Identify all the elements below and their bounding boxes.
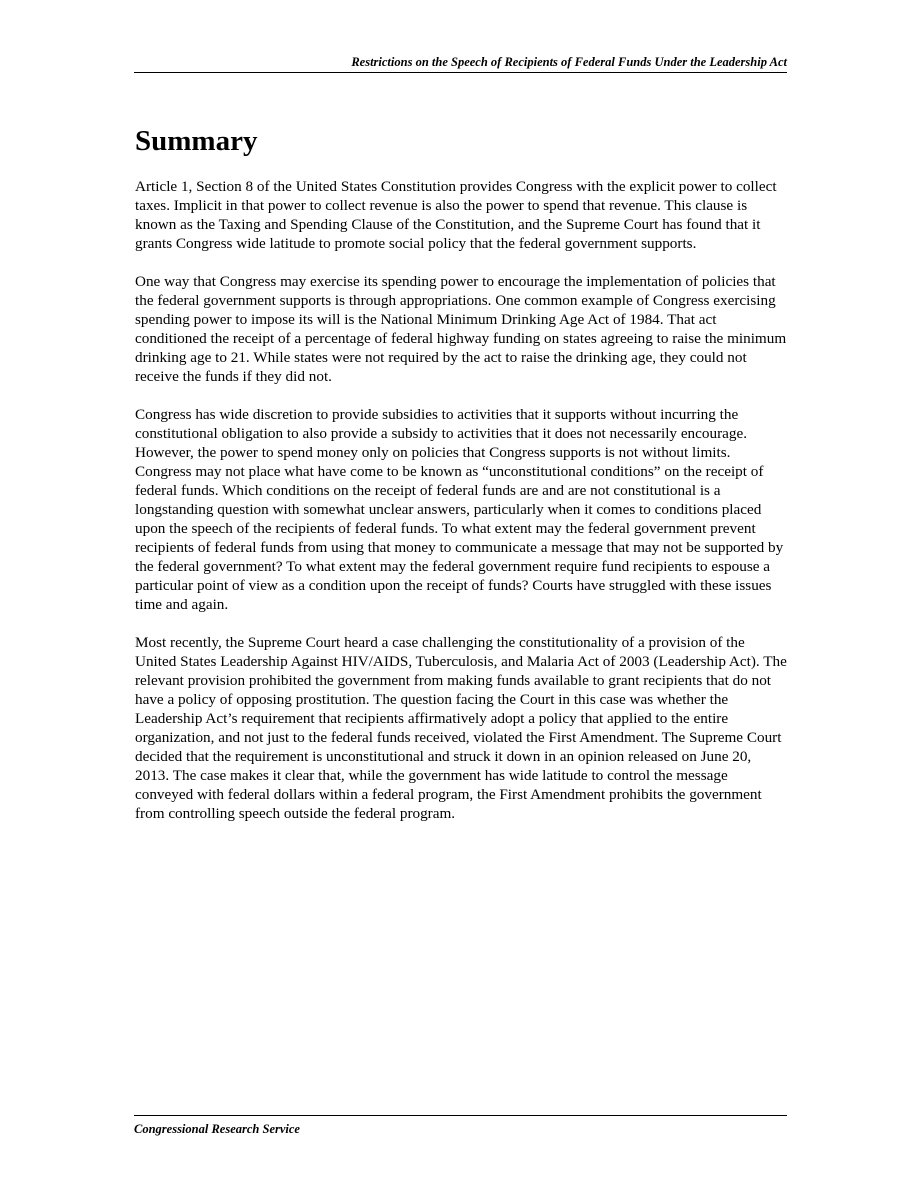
- page-title: Summary: [135, 125, 258, 157]
- paragraph-taxing-spending-clause: Article 1, Section 8 of the United States Constitution provides Congress with the explicit power to collect taxes. Implicit in that power to collect revenue is also the power to spend that revenue. This clause is known as the Taxing and Spending Clause of the Constitution, and the Supreme Court has found that it grants Congress wide latitude to promote social policy that the federal government supports.: [135, 178, 777, 252]
- running-footer: Congressional Research Service: [134, 1115, 787, 1138]
- running-header: Restrictions on the Speech of Recipients of Federal Funds Under the Leadership Act: [134, 52, 787, 73]
- paragraph-appropriations: One way that Congress may exercise its spending power to encourage the implementation of policies that the federal government supports is through appropriations. One common example of Congress exercising spending power to impose its will is the National Minimum Drinking Age Act of 1984. That act conditioned the receipt of a percentage of federal highway funding on states agreeing to raise the minimum drinking age to 21. While states were not required by the act to raise the drinking age, they could not receive the funds if they did not.: [135, 273, 787, 385]
- summary-body: [135, 177, 788, 842]
- paragraph-leadership-act-case: Most recently, the Supreme Court heard a case challenging the constitutionality of a provision of the United States Leadership Against HIV/AIDS, Tuberculosis, and Malaria Act of 2003 (Leadership Act). The relevant provision prohibited the government from making funds available to grant recipients that do not have a policy of opposing prostitution. The question facing the Court in this case was whether the Leadership Act’s requirement that recipients affirmatively adopt a policy that applied to the entire organization, and not just to the federal funds received, violated the First Amendment. The Supreme Court decided that the requirement is unconstitutional and struck it down in an opinion released on June 20, 2013. The case makes it clear that, while the government has wide latitude to control the message conveyed with federal dollars within a federal program, the First Amendment prohibits the government from controlling speech outside the federal program.: [135, 634, 787, 822]
- paragraph-unconstitutional-conditions: Congress has wide discretion to provide subsidies to activities that it supports without incurring the constitutional obligation to also provide a subsidy to activities that it does not necessarily encourage. However, the power to spend money only on policies that Congress supports is not without limits. Congress may not place what have come to be known as “unconstitutional conditions” on the receipt of federal funds. Which conditions on the receipt of federal funds are and are not constitutional is a longstanding question with somewhat unclear answers, particularly when it comes to conditions placed upon the speech of the recipients of federal funds. To what extent may the federal government prevent recipients of federal funds from using that money to communicate a message that may not be supported by the federal government? To what extent may the federal government require fund recipients to espouse a particular point of view as a condition upon the receipt of funds? Courts have struggled with these issues time and again.: [135, 406, 784, 613]
